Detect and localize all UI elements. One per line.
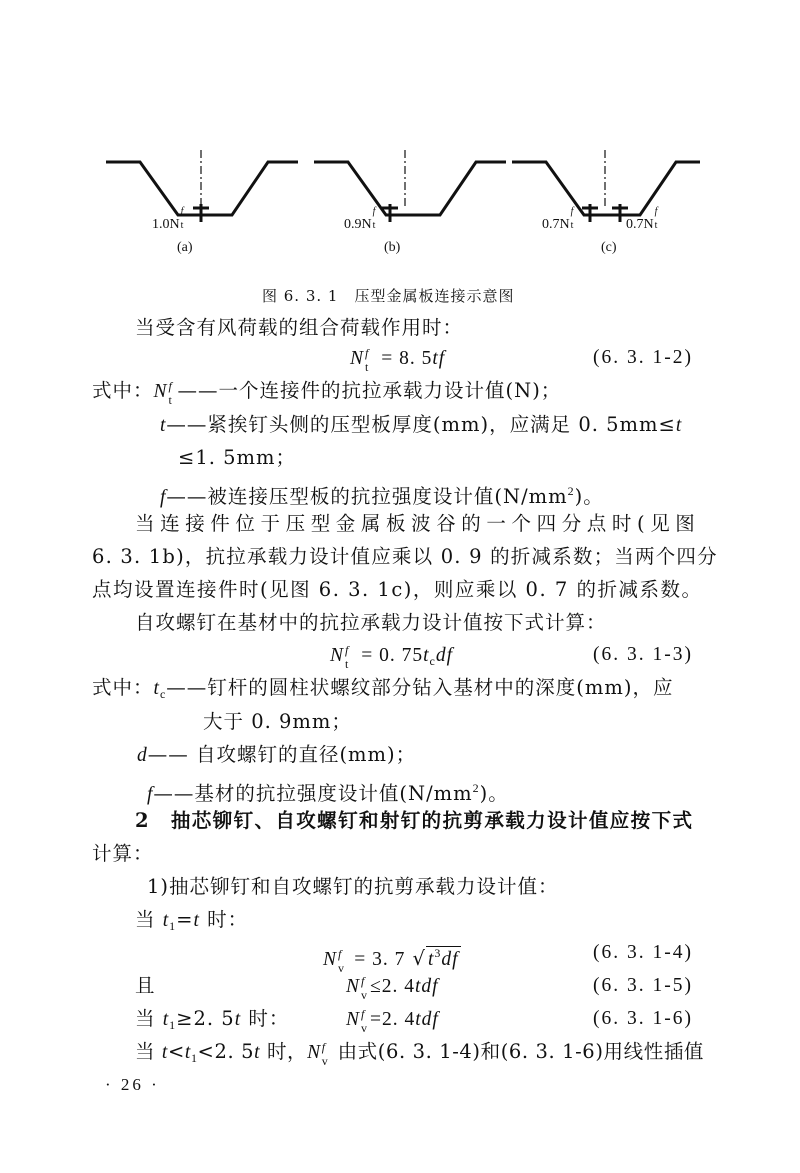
panel-c-profile xyxy=(512,162,700,215)
line-2: 式中：N f t ——一个连接件的抗拉承载力设计值(N)； xyxy=(92,379,562,407)
equation-6-3-1-5: N f v ≤2. 4tdf xyxy=(346,974,439,1002)
panel-c xyxy=(512,150,700,222)
line-19: 当 $t_1\ge 2$. 5t 时： xyxy=(135,1007,290,1032)
panel-a-label: 1.0N f t xyxy=(152,206,184,232)
line-9: 自攻螺钉在基材中的抗拉承载力设计值按下式计算： xyxy=(135,611,607,634)
panel-b xyxy=(314,150,506,222)
line-1: 当受含有风荷载的组合荷载作用时： xyxy=(135,316,464,339)
line-15: 计算： xyxy=(92,842,154,865)
eq-number-4: (6. 3. 1-4) xyxy=(593,942,693,963)
line-7: 6. 3. 1b)，抗拉承载力设计值应乘以 0. 9 的折减系数；当两个四分 xyxy=(92,545,718,568)
radicand: $t^3df$ xyxy=(427,946,459,970)
line-13: f——基材的抗拉强度设计值$(N/mm^2)$。 xyxy=(147,781,509,805)
line-20: 当 $t<t_1<2$. 5t 时，N f v 由式(6. 3. 1-4)和(6. 3. 1-6)用线性插值 xyxy=(135,1040,705,1068)
line-12: d—— 自攻螺钉的直径(mm)； xyxy=(137,743,417,766)
panel-c-label-right-text: 0.7N xyxy=(626,217,654,232)
panel-c-tag: (c) xyxy=(601,240,617,255)
figure-caption: 图 6. 3. 1 压型金属板连接示意图 xyxy=(262,287,515,305)
eq-number-6: (6. 3. 1-6) xyxy=(593,1008,693,1029)
equation-6-3-1-4: N f v = 3. 7 √ $t^3df$ xyxy=(323,946,459,975)
line-17: 当 $t_1=t$ 时： xyxy=(135,908,249,933)
line-5: f——被连接压型板的抗拉强度设计值$(N/mm^2)$。 xyxy=(160,484,604,508)
panel-a xyxy=(106,150,298,222)
eq-number-3: (6. 3. 1-3) xyxy=(593,644,693,665)
equation-6-3-1-6: N f v =2. 4tdf xyxy=(346,1007,439,1035)
panel-c-label-left: 0.7N f t xyxy=(542,206,574,232)
equation-6-3-1-3: N f t = 0. $75t_cdf$ xyxy=(330,643,454,671)
line-14: 2 抽芯铆钉、自攻螺钉和射钉的抗剪承载力设计值应按下式 xyxy=(135,809,694,832)
panel-a-tag: (a) xyxy=(177,240,193,255)
panel-b-label: 0.9N f t xyxy=(344,206,376,232)
panel-c-label-left-text: 0.7N xyxy=(542,217,570,232)
radical-sign: √ xyxy=(412,947,426,970)
panel-c-label-right: 0.7N f t xyxy=(626,206,658,232)
eq-number-2: (6. 3. 1-2) xyxy=(593,347,693,368)
panel-b-label-text: 0.9N xyxy=(344,217,372,232)
line-11: 大于 0. 9mm； xyxy=(203,710,352,733)
equation-6-3-1-2: N f t = 8. 5tf xyxy=(350,346,446,374)
panel-b-profile xyxy=(314,162,506,215)
eq-number-5: (6. 3. 1-5) xyxy=(593,975,693,996)
panel-b-tag: (b) xyxy=(384,240,401,255)
panel-a-label-text: 1.0N xyxy=(152,217,180,232)
line-18-pre: 且 xyxy=(135,974,156,997)
line-8: 点均设置连接件时(见图 6. 3. 1c)，则应乘以 0. 7 的折减系数。 xyxy=(92,578,703,601)
line-16: 1)抽芯铆钉和自攻螺钉的抗剪承载力设计值： xyxy=(147,875,559,898)
line-6: 当连接件位于压型金属板波谷的一个四分点时(见图 xyxy=(135,512,701,535)
line-3: t——紧挨钉头侧的压型板厚度(mm)，应满足 0. 5mm≤t xyxy=(160,413,683,436)
line-4: ≤1. 5mm； xyxy=(178,446,297,469)
line-10: 式中：$t_c——$钉杆的圆柱状螺纹部分钻入基材中的深度(mm)，应 xyxy=(92,676,674,701)
page-number: · 26 · xyxy=(105,1075,160,1094)
